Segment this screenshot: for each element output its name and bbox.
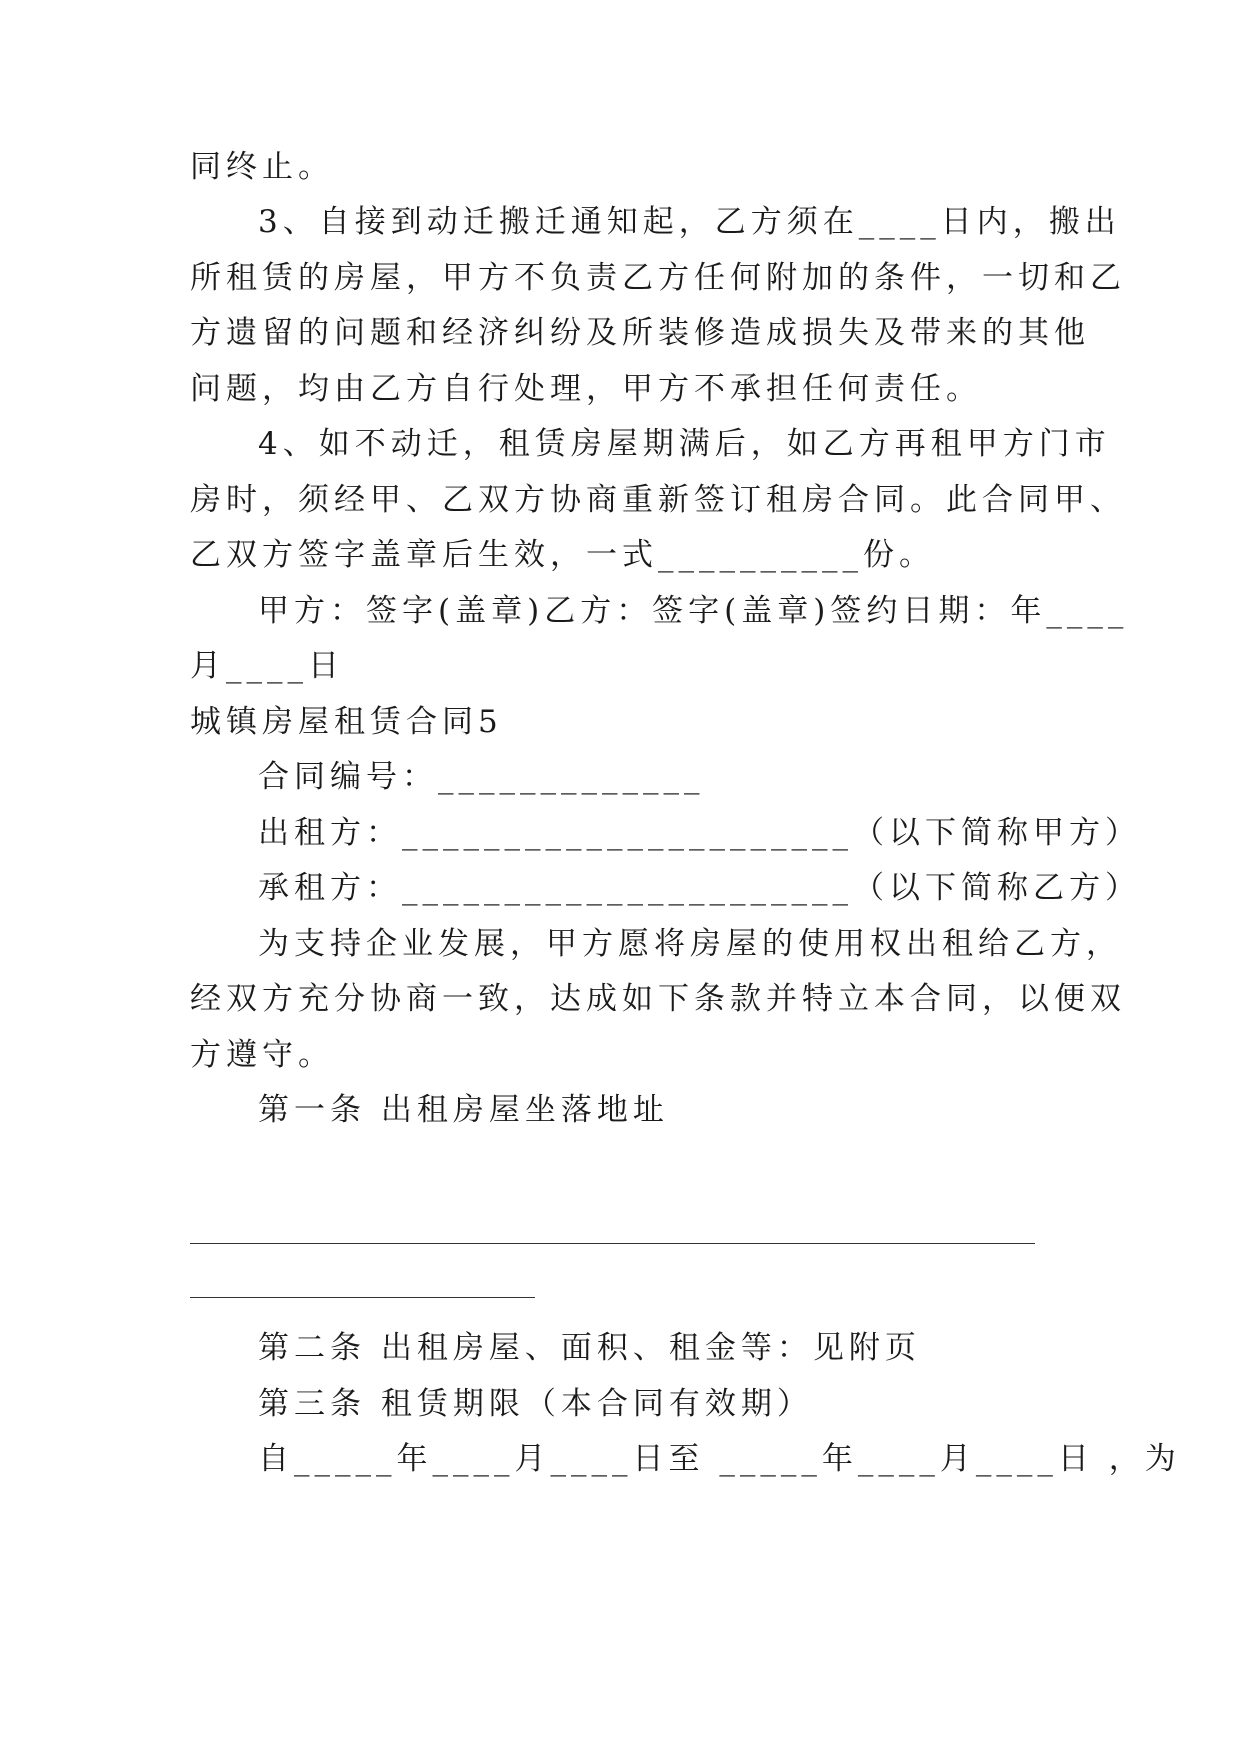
text-line: 同终止。 <box>190 149 334 185</box>
text-line: 方遵守。 <box>190 1037 334 1073</box>
text-line: 问题，均由乙方自行处理，甲方不承担任何责任。 <box>190 371 982 407</box>
article-heading: 第二条 出租房屋、面积、租金等：见附页 <box>258 1330 921 1366</box>
term-dates-line: 自_____年____月____日至 _____年____月____日 ，为 <box>258 1441 1181 1477</box>
signature-line: 甲方：签字(盖章)乙方：签字(盖章)签约日期：年____ <box>258 593 1129 629</box>
contract-number-line: 合同编号：_____________ <box>258 759 705 795</box>
text-line: 4、如不动迁，租赁房屋期满后，如乙方再租甲方门市 <box>258 426 1111 462</box>
lessor-line: 出租方：______________________（以下简称甲方） <box>258 815 1141 851</box>
text-line: 方遗留的问题和经济纠纷及所装修造成损失及带来的其他 <box>190 315 1090 351</box>
lessee-line: 承租方：______________________（以下简称乙方） <box>258 870 1141 906</box>
text-line: 为支持企业发展，甲方愿将房屋的使用权出租给乙方， <box>258 926 1122 962</box>
text-line: 月____日 <box>190 648 344 684</box>
blank-fill-line <box>190 1243 1035 1244</box>
text-line: 所租赁的房屋，甲方不负责乙方任何附加的条件，一切和乙 <box>190 260 1126 296</box>
text-line: 乙双方签字盖章后生效，一式__________份。 <box>190 537 935 573</box>
blank-fill-line <box>190 1297 535 1298</box>
text-line: 房时，须经甲、乙双方协商重新签订租房合同。此合同甲、 <box>190 482 1126 518</box>
article-heading: 第一条 出租房屋坐落地址 <box>258 1092 669 1128</box>
section-title: 城镇房屋租赁合同5 <box>190 704 503 740</box>
article-heading: 第三条 租赁期限（本合同有效期） <box>258 1386 813 1422</box>
text-line: 经双方充分协商一致，达成如下条款并特立本合同，以便双 <box>190 981 1126 1017</box>
text-line: 3、自接到动迁搬迁通知起，乙方须在____日内，搬出 <box>258 204 1121 240</box>
